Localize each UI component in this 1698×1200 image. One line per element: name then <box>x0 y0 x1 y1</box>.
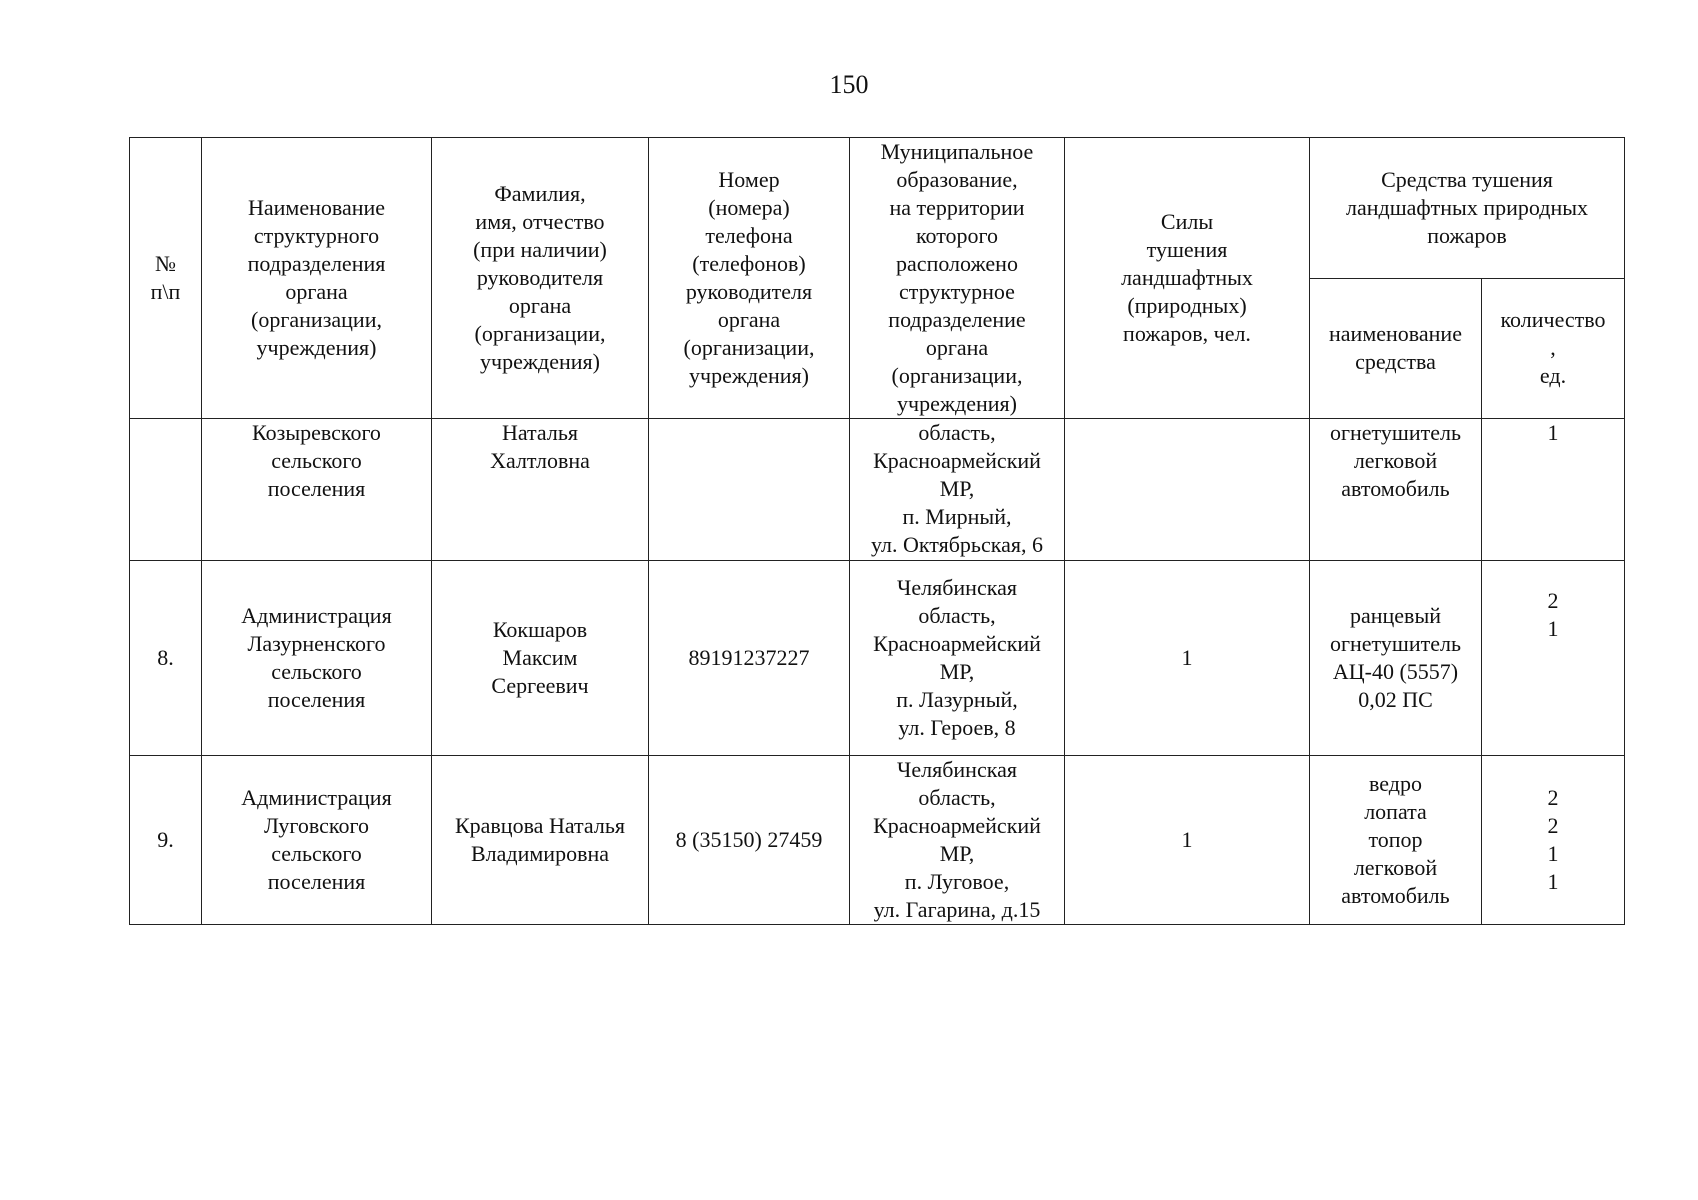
fire-means-table <box>129 137 1625 925</box>
cell-line: ул. Октябрьская, 6 <box>871 532 1043 557</box>
cell-forces <box>1065 419 1310 561</box>
cell-head-name <box>432 561 649 756</box>
cell-line: Лазурненского <box>247 631 386 656</box>
cell-line: огнетушитель <box>1330 420 1461 445</box>
cell-line: расположено <box>896 251 1018 276</box>
header-means <box>1310 138 1625 279</box>
cell-line: имя, отчество <box>475 209 605 234</box>
header-means-name <box>1310 278 1482 419</box>
cell-line: структурное <box>899 279 1015 304</box>
cell-head-name <box>432 756 649 925</box>
cell-line: ул. Гагарина, д.15 <box>873 897 1041 922</box>
cell-line: на территории <box>889 195 1025 220</box>
cell-unit-name <box>202 756 432 925</box>
page-number: 150 <box>829 70 869 99</box>
cell-line: которого <box>915 223 999 248</box>
cell-line: сельского <box>271 659 362 684</box>
cell-line: органа <box>285 279 348 304</box>
cell-forces: 1 <box>1065 561 1310 756</box>
cell-line: поселения <box>267 476 366 501</box>
cell-num: 8. <box>130 561 202 756</box>
cell-means-qty <box>1482 756 1625 925</box>
cell-line: область, <box>918 785 996 810</box>
cell-line: лопата <box>1364 799 1427 824</box>
header-means-qty <box>1482 278 1625 419</box>
cell-line: 1 <box>1547 869 1559 894</box>
header-num <box>130 138 202 419</box>
cell-line: тушения <box>1146 237 1228 262</box>
cell-phone <box>649 419 850 561</box>
cell-line: п\п <box>150 279 181 304</box>
cell-line: Наталья <box>501 420 579 445</box>
cell-line: Максим <box>502 645 578 670</box>
cell-line: (телефонов) <box>692 251 806 276</box>
cell-line: органа <box>717 307 781 332</box>
cell-line: пожаров <box>1427 222 1507 248</box>
cell-line: ландшафтных природных <box>1346 194 1588 220</box>
cell-line: Администрация <box>241 785 392 810</box>
cell-line: органа <box>508 293 572 318</box>
header-unit-name <box>202 138 432 419</box>
cell-line: подразделение <box>888 307 1026 332</box>
cell-line: ранцевый <box>1349 603 1442 628</box>
cell-line: количество <box>1500 307 1606 333</box>
cell-line: ландшафтных <box>1121 265 1253 290</box>
cell-line: Красноармейский <box>873 813 1041 838</box>
cell-line: телефона <box>705 223 793 248</box>
table-row <box>130 419 1625 561</box>
table-row <box>130 756 1625 925</box>
cell-line: легковой <box>1353 448 1438 473</box>
cell-line: подразделения <box>247 251 386 276</box>
cell-line: Кокшаров <box>492 617 588 642</box>
cell-means-name <box>1310 419 1482 561</box>
cell-line: легковой <box>1353 855 1438 880</box>
cell-line: 1 <box>1547 841 1559 866</box>
cell-line: 2 <box>1547 588 1559 613</box>
cell-line: ведро <box>1369 771 1422 796</box>
cell-line: топор <box>1368 827 1423 852</box>
cell-line: АЦ-40 (5557) <box>1332 659 1459 684</box>
cell-line: Красноармейский <box>873 631 1041 656</box>
cell-line: 0,02 ПС <box>1358 687 1433 712</box>
cell-line: огнетушитель <box>1330 631 1461 656</box>
cell-line: п. Лазурный, <box>896 687 1018 712</box>
cell-means-qty <box>1482 561 1625 756</box>
cell-unit-name <box>202 561 432 756</box>
cell-line: сельского <box>271 448 362 473</box>
cell-line: МР, <box>939 841 975 866</box>
cell-line: 2 <box>1547 785 1559 810</box>
cell-line: область, <box>918 603 996 628</box>
cell-line: учреждения) <box>897 391 1017 416</box>
cell-line: п. Луговое, <box>904 869 1010 894</box>
cell-line: средства <box>1355 349 1436 375</box>
cell-municipality <box>850 419 1065 561</box>
cell-line: поселения <box>267 869 366 894</box>
cell-line: Фамилия, <box>494 181 586 206</box>
cell-line: (организации, <box>251 307 382 332</box>
cell-means-name <box>1310 561 1482 756</box>
cell-line: Средства тушения <box>1381 166 1553 192</box>
cell-line: МР, <box>939 659 975 684</box>
cell-line: образование, <box>896 167 1018 192</box>
header-forces <box>1065 138 1310 419</box>
cell-line: (номера) <box>708 195 790 220</box>
cell-line: 1 <box>1547 616 1559 641</box>
cell-line: область, <box>918 420 996 445</box>
header-municipality <box>850 138 1065 419</box>
cell-line: Наименование <box>247 195 386 220</box>
cell-line: руководителя <box>685 279 813 304</box>
cell-line: (организации, <box>474 321 606 346</box>
cell-line: поселения <box>267 687 366 712</box>
header-phone <box>649 138 850 419</box>
cell-line: пожаров, чел. <box>1123 321 1251 346</box>
cell-line: Луговского <box>264 813 369 838</box>
cell-line: (организации, <box>891 363 1023 388</box>
cell-means-qty <box>1482 419 1625 561</box>
cell-line: Сергеевич <box>491 673 589 698</box>
cell-line: МР, <box>939 476 975 501</box>
cell-line: Челябинская <box>897 757 1017 782</box>
cell-line: 1 <box>1547 420 1559 445</box>
cell-line: органа <box>925 335 989 360</box>
cell-phone: 89191237227 <box>649 561 850 756</box>
cell-head-name <box>432 419 649 561</box>
cell-line: № <box>155 251 176 276</box>
cell-line: Халтловна <box>490 448 590 473</box>
cell-line: структурного <box>253 223 380 248</box>
cell-line: Кравцова Наталья <box>454 813 626 838</box>
cell-line: 2 <box>1547 813 1559 838</box>
cell-line: Силы <box>1160 209 1214 234</box>
cell-line: Владимировна <box>470 841 609 866</box>
table-header-row <box>130 138 1625 279</box>
cell-line: (природных) <box>1127 293 1247 318</box>
cell-line: сельского <box>271 841 362 866</box>
cell-municipality <box>850 561 1065 756</box>
cell-line: Администрация <box>241 603 392 628</box>
cell-line: Номер <box>718 167 780 192</box>
cell-phone: 8 (35150) 27459 <box>649 756 850 925</box>
cell-line: (организации, <box>683 335 815 360</box>
cell-line: , <box>1550 335 1556 361</box>
cell-unit-name <box>202 419 432 561</box>
cell-num: 9. <box>130 756 202 925</box>
cell-line: учреждения) <box>480 349 600 374</box>
header-head-name <box>432 138 649 419</box>
cell-line: руководителя <box>476 265 604 290</box>
cell-line: Челябинская <box>897 575 1017 600</box>
cell-line: Козыревского <box>252 420 381 445</box>
cell-line: Красноармейский <box>873 448 1041 473</box>
table-row <box>130 561 1625 756</box>
cell-forces: 1 <box>1065 756 1310 925</box>
cell-means-name <box>1310 756 1482 925</box>
cell-line: автомобиль <box>1341 476 1450 501</box>
cell-line: учреждения) <box>689 363 809 388</box>
cell-line: автомобиль <box>1341 883 1450 908</box>
cell-num <box>130 419 202 561</box>
cell-line: учреждения) <box>256 335 377 360</box>
cell-line: ед. <box>1539 363 1567 389</box>
cell-line: Муниципальное <box>880 139 1034 164</box>
cell-municipality <box>850 756 1065 925</box>
cell-line: наименование <box>1329 321 1462 347</box>
cell-line: п. Мирный, <box>902 504 1012 529</box>
cell-line: (при наличии) <box>473 237 607 262</box>
cell-line: ул. Героев, 8 <box>898 715 1016 740</box>
